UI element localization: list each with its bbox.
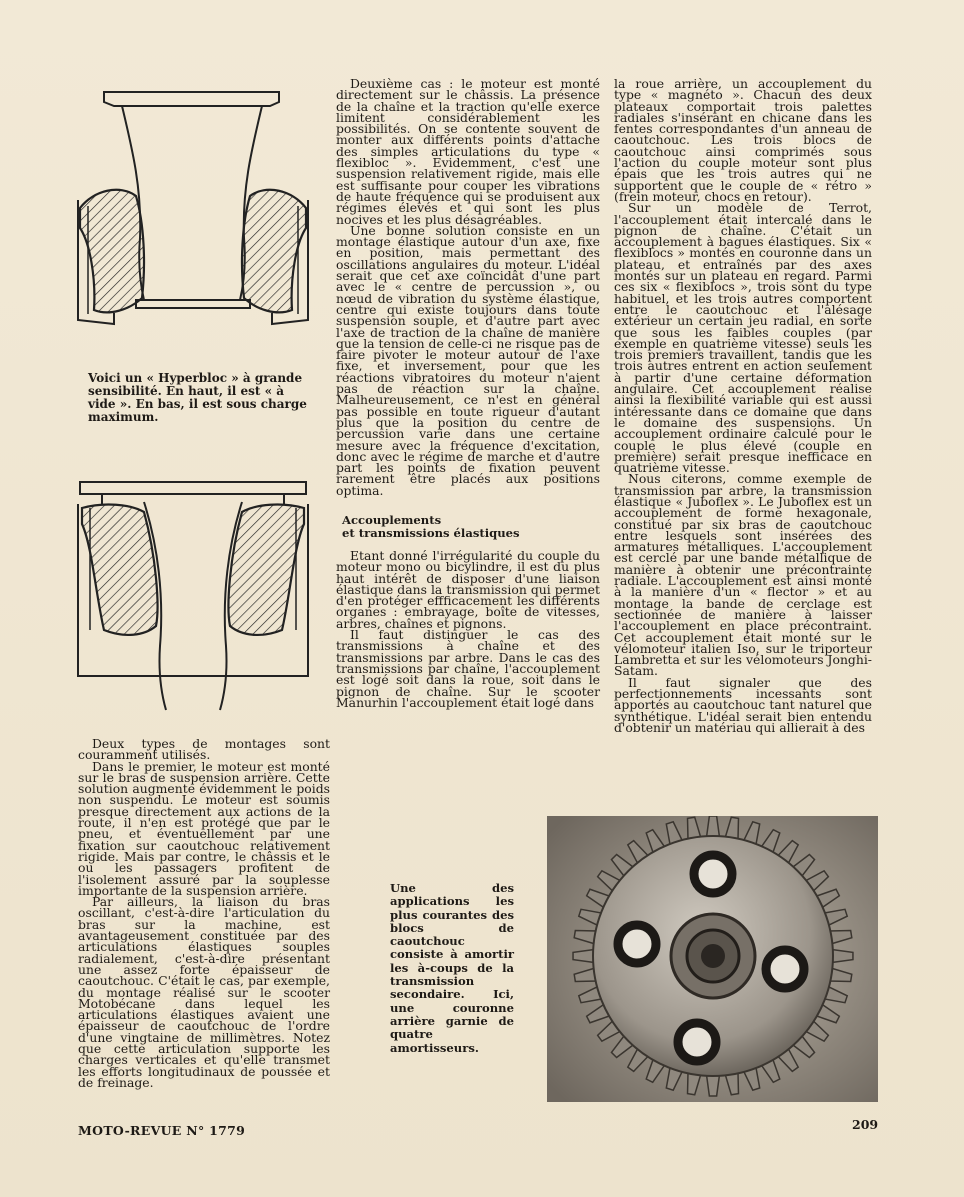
article-paragraph: Deux types de montages sont couramment utilisés. — [78, 736, 330, 763]
photo-caption-couronne: Une des applications les plus courantes des blocs de caoutchouc consiste à amortir les à-coups de la transmission secondaire. Ici, une couronne arrière garnie de quatre amortisseurs. — [390, 881, 514, 1055]
article-paragraph: Nous citerons, comme exemple de transmission par arbre, la transmission élastique « Juboflex ». Le Juboflex est un accouplement de forme hexagonale, constitué par six bras de caoutchouc entre lesquels sont insérées des armatures métalliques. L'accouplement est cerclé par une bande métallique de manière à obtenir une précontrainte radiale. L'accouplement est ainsi monté à la manière d'un « flector » et au montage la bande de cerclage est sectionnée de manière à laisser l'accouplement en place précontraint. Cet accouplement était monté sur le vélomoteur italien Iso, sur le triporteur Lambretta et sur les vélomoteurs Jonghi-Satam. — [614, 471, 872, 679]
article-paragraph: Etant donné l'irrégularité du couple du moteur mono ou bicylindre, il est du plus haut intérêt de disposer d'une liaison élastique dans la transmission qui permet d'en protéger effficacement les différents organes : embrayage, boîte de vitesses, arbres, chaînes et pignons. — [336, 547, 600, 631]
section-heading-line: et transmissions élastiques — [342, 525, 520, 540]
sprocket-tooth — [831, 949, 853, 962]
article-column-left — [78, 738, 330, 1088]
article-paragraph: Sur un modèle de Terrot, l'accouplement était intercalé dans le pignon de chaîne. C'était un accouplement à bagues élastiques. Six « flexiblocs » montés en couronne dans un plateau, et entraînés par des axes montés sur un plateau en regard. Parmi ces six « flexiblocs », trois sont du type habituel, et les trois autres comportent entre le caoutchouc et l'alésage extérieur un certain jeu radial, en sorte que sous les faibles couples (par exemple en quatrième vitesse) seuls les trois premiers travaillent, tandis que les trois autres entrent en action seulement à partir d'une certaine déformation angulaire. Cet accouplement réalise ainsi la flexibilité variable qui est aussi intéressante dans ce domaine que dans le domaine des suspensions. Un accouplement ordinaire calculé pour le couple le plus élevé (couple en première) serait presque inefficace en quatrième vitesse. — [614, 200, 872, 476]
article-paragraph: la roue arrière, un accouplement du type « magnéto ». Chacun des deux plateaux comportait trois palettes radiales s'insérant en chicane dans les fentes correspondantes d'un anneau de caoutchouc. Les trois blocs de caoutchouc ainsi comprimés sous l'action du couple moteur sont plus épais que les trois autres qui ne supportent que le couple de « rétro » (frein moteur, chocs en retour). — [614, 76, 872, 204]
article-paragraph: Il faut distinguer le cas des transmissions à chaîne et des transmissions par arbre. Dans le cas des transmissions par chaîne, l'accouplement est logé soit dans la roue, soit dans le pignon de chaîne. Sur le scooter Manurhin l'accouplement était logé dans — [336, 627, 600, 710]
article-paragraph: Deuxième cas : le moteur est monté directement sur le châssis. La présence de la chaîne et la traction qu'elle exerce limitent considérablement les possibilités. On se contente souvent de monter aux différents points d'attache des simples articulations du type « flexibloc ». Evidemment, c'est une suspension relativement rigide, mais elle est suffisante pour couper les vibrations de haute fréquence qui se produisent aux régimes élevés et qui sont les plus nocives et les plus désagréables. — [336, 76, 600, 227]
section-heading — [342, 514, 600, 540]
sprocket-tooth — [706, 1074, 719, 1096]
magazine-issue-footer: MOTO-REVUE N° 1779 — [78, 1123, 246, 1138]
article-paragraph: Par ailleurs, la liaison du bras oscillant, c'est-à-dire l'articulation du bras sur la machine, est avantageusement constituée par des articulations élastiques souples radialement, c'est-à-dire présentant une assez forte épaisseur de caoutchouc. C'était le cas, par exemple, du montage réalisé sur le scooter Motobécane dans lequel les articulations élastiques avaient une épaisseur de caoutchouc de l'ordre d'une vingtaine de millimètres. Notez que cette articulation supporte les charges verticales et qu'elle transmet les efforts longitudinaux de poussée et de freinage. — [78, 894, 330, 1090]
sprocket-photo — [547, 816, 878, 1102]
page-number: 209 — [852, 1117, 879, 1132]
hyperbloc-unloaded-diagram — [74, 88, 312, 336]
article-column-middle — [336, 78, 600, 708]
sprocket-tooth — [706, 816, 719, 838]
figure-caption-hyperbloc: Voici un « Hyperbloc » à grande sensibilité. En haut, il est « à vide ». En bas, il est sous charge maximum. — [88, 371, 307, 424]
hyperbloc-loaded-diagram — [74, 476, 312, 712]
article-paragraph: Une bonne solution consiste en un montage élastique autour d'un axe, fixe en position, mais permettant des oscillations angulaires du moteur. L'idéal serait que cet axe coïncidât d'une part avec le « centre de percussion », ou nœud de vibration du système élastique, centre qui existe toujours dans toute suspension souple, et d'autre part avec l'axe de traction de la chaîne de manière que la tension de celle-ci ne risque pas de faire pivoter le moteur autour de l'axe fixe, et inversement, pour que les réactions vibratoires du moteur n'aient pas de réaction sur la chaîne. Malheureusement, ce n'est en général pas possible en toute rigueur d'autant plus que la position du centre de percussion varie dans une certaine mesure avec la fréquence d'excitation, donc avec le régime de marche et d'autre part les points de fixation peuvent rarement être placés aux positions optima. — [336, 222, 600, 498]
article-column-right — [614, 78, 872, 733]
sprocket-tooth — [573, 949, 595, 962]
article-paragraph: Dans le premier, le moteur est monté sur le bras de suspension arrière. Cette solution augmente évidemment le poids non suspendu. Le moteur est soumis presque directement aux actions de la route, il n'en est protégé que par le pneu, et éventuellement par une fixation sur caoutchouc relativement rigide. Mais par contre, le châssis et le ou les passagers profitent de l'isolement assuré par la souplesse importante de la suspension arrière. — [78, 758, 330, 898]
section-heading-line: Accouplements — [342, 512, 442, 527]
article-paragraph: Il faut signaler que des perfectionnements incessants sont apportés au caoutchouc tant naturel que synthétique. L'idéal serait bien entendu d'obtenir un matériau qui allierait à des — [614, 674, 872, 735]
